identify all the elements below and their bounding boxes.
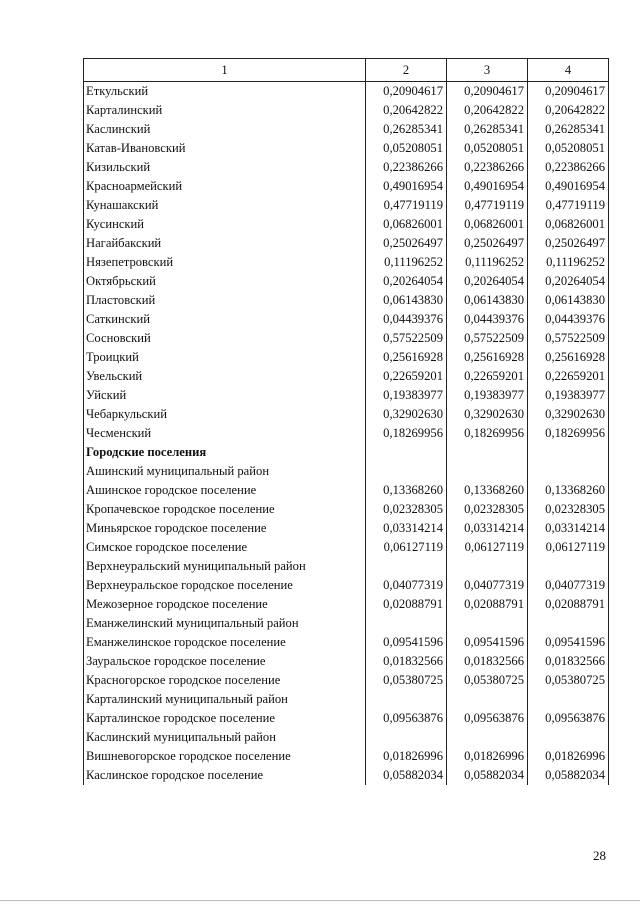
value-cell: 0,01826996 (366, 747, 447, 766)
value-cell (366, 614, 447, 633)
row-label: Еманжелинский муниципальный район (84, 614, 366, 633)
value-cell (528, 462, 609, 481)
row-label: Ашинское городское поселение (84, 481, 366, 500)
value-cell: 0,02088791 (447, 595, 528, 614)
row-label: Чебаркульский (84, 405, 366, 424)
value-cell: 0,05208051 (528, 139, 609, 158)
table-row (84, 481, 609, 500)
value-cell: 0,18269956 (366, 424, 447, 443)
value-cell: 0,04077319 (528, 576, 609, 595)
row-label: Каслинский муниципальный район (84, 728, 366, 747)
table-row (84, 633, 609, 652)
row-label: Вишневогорское городское поселение (84, 747, 366, 766)
table-row (84, 538, 609, 557)
column-header: 4 (528, 59, 609, 82)
value-cell: 0,18269956 (528, 424, 609, 443)
table-row (84, 272, 609, 291)
value-cell: 0,22659201 (447, 367, 528, 386)
table-row (84, 747, 609, 766)
value-cell (366, 557, 447, 576)
value-cell: 0,01832566 (528, 652, 609, 671)
value-cell: 0,57522509 (447, 329, 528, 348)
value-cell: 0,02328305 (366, 500, 447, 519)
value-cell (528, 614, 609, 633)
row-label: Кунашакский (84, 196, 366, 215)
row-label: Нязепетровский (84, 253, 366, 272)
value-cell: 0,05380725 (366, 671, 447, 690)
value-cell: 0,25616928 (447, 348, 528, 367)
row-label: Троицкий (84, 348, 366, 367)
value-cell: 0,06826001 (447, 215, 528, 234)
value-cell: 0,05380725 (447, 671, 528, 690)
value-cell: 0,01832566 (366, 652, 447, 671)
table-body (84, 82, 609, 786)
value-cell: 0,05882034 (447, 766, 528, 785)
value-cell: 0,22659201 (528, 367, 609, 386)
table-row (84, 386, 609, 405)
value-cell: 0,57522509 (366, 329, 447, 348)
value-cell: 0,02088791 (528, 595, 609, 614)
value-cell: 0,20642822 (447, 101, 528, 120)
row-label: Уйский (84, 386, 366, 405)
table-row (84, 215, 609, 234)
table-row (84, 709, 609, 728)
value-cell: 0,26285341 (528, 120, 609, 139)
table-row (84, 348, 609, 367)
row-label: Увельский (84, 367, 366, 386)
table-row (84, 500, 609, 519)
value-cell: 0,49016954 (528, 177, 609, 196)
value-cell: 0,06143830 (366, 291, 447, 310)
value-cell: 0,06143830 (447, 291, 528, 310)
row-label: Карталинский (84, 101, 366, 120)
value-cell: 0,05882034 (366, 766, 447, 785)
value-cell (366, 462, 447, 481)
value-cell (447, 690, 528, 709)
row-label: Карталинский муниципальный район (84, 690, 366, 709)
value-cell: 0,02088791 (366, 595, 447, 614)
table-row (84, 291, 609, 310)
row-label: Еманжелинское городское поселение (84, 633, 366, 652)
value-cell: 0,25616928 (366, 348, 447, 367)
row-label: Кизильский (84, 158, 366, 177)
table-row (84, 576, 609, 595)
row-label: Октябрьский (84, 272, 366, 291)
value-cell: 0,03314214 (528, 519, 609, 538)
value-cell: 0,32902630 (528, 405, 609, 424)
table-row (84, 462, 609, 481)
table-row (84, 177, 609, 196)
value-cell: 0,25026497 (447, 234, 528, 253)
value-cell: 0,06127119 (366, 538, 447, 557)
row-label: Межозерное городское поселение (84, 595, 366, 614)
value-cell (447, 557, 528, 576)
value-cell: 0,20264054 (366, 272, 447, 291)
value-cell: 0,01826996 (528, 747, 609, 766)
value-cell (447, 728, 528, 747)
value-cell: 0,04439376 (447, 310, 528, 329)
row-label: Верхнеуральское городское поселение (84, 576, 366, 595)
column-header: 1 (84, 59, 366, 82)
value-cell: 0,32902630 (447, 405, 528, 424)
value-cell: 0,11196252 (366, 253, 447, 272)
row-label: Верхнеуральский муниципальный район (84, 557, 366, 576)
row-label: Сосновский (84, 329, 366, 348)
table-row (84, 329, 609, 348)
page-number: 28 (593, 848, 606, 863)
value-cell: 0,05208051 (366, 139, 447, 158)
row-label: Зауральское городское поселение (84, 652, 366, 671)
table-row (84, 367, 609, 386)
table-row (84, 158, 609, 177)
row-label: Карталинское городское поселение (84, 709, 366, 728)
value-cell: 0,20264054 (528, 272, 609, 291)
table-header-row (84, 59, 609, 82)
value-cell: 0,03314214 (366, 519, 447, 538)
column-header: 2 (366, 59, 447, 82)
value-cell: 0,47719119 (366, 196, 447, 215)
row-label: Кропачевское городское поселение (84, 500, 366, 519)
value-cell (447, 443, 528, 462)
row-label: Красноармейский (84, 177, 366, 196)
value-cell: 0,47719119 (447, 196, 528, 215)
value-cell: 0,09541596 (447, 633, 528, 652)
value-cell: 0,09563876 (447, 709, 528, 728)
row-label: Нагайбакский (84, 234, 366, 253)
table-row (84, 595, 609, 614)
table-row (84, 101, 609, 120)
value-cell (366, 443, 447, 462)
value-cell: 0,09563876 (366, 709, 447, 728)
value-cell: 0,06143830 (528, 291, 609, 310)
value-cell: 0,01832566 (447, 652, 528, 671)
value-cell: 0,09541596 (528, 633, 609, 652)
value-cell: 0,06127119 (528, 538, 609, 557)
value-cell (366, 690, 447, 709)
table-row (84, 253, 609, 272)
page-edge-divider (0, 900, 640, 901)
row-label: Еткульский (84, 82, 366, 102)
value-cell: 0,04439376 (366, 310, 447, 329)
value-cell: 0,22386266 (447, 158, 528, 177)
value-cell: 0,47719119 (528, 196, 609, 215)
value-cell (366, 728, 447, 747)
value-cell: 0,20642822 (528, 101, 609, 120)
value-cell (447, 462, 528, 481)
value-cell: 0,25026497 (528, 234, 609, 253)
table-row (84, 424, 609, 443)
value-cell (528, 690, 609, 709)
row-label: Пластовский (84, 291, 366, 310)
value-cell: 0,26285341 (447, 120, 528, 139)
value-cell: 0,20642822 (366, 101, 447, 120)
value-cell: 0,25026497 (366, 234, 447, 253)
value-cell: 0,13368260 (447, 481, 528, 500)
value-cell: 0,22659201 (366, 367, 447, 386)
row-label: Кусинский (84, 215, 366, 234)
row-label: Катав-Ивановский (84, 139, 366, 158)
table-row (84, 766, 609, 785)
row-label: Городские поселения (84, 443, 366, 462)
table-row (84, 82, 609, 102)
value-cell: 0,02328305 (447, 500, 528, 519)
table-row (84, 652, 609, 671)
value-cell: 0,04077319 (447, 576, 528, 595)
value-cell: 0,11196252 (447, 253, 528, 272)
value-cell: 0,20904617 (447, 82, 528, 102)
value-cell: 0,13368260 (366, 481, 447, 500)
row-label: Красногорское городское поселение (84, 671, 366, 690)
value-cell: 0,02328305 (528, 500, 609, 519)
table-row (84, 671, 609, 690)
table-row (84, 310, 609, 329)
value-cell: 0,06826001 (366, 215, 447, 234)
value-cell: 0,09563876 (528, 709, 609, 728)
value-cell: 0,32902630 (366, 405, 447, 424)
value-cell: 0,19383977 (528, 386, 609, 405)
value-cell: 0,04077319 (366, 576, 447, 595)
row-label: Каслинское городское поселение (84, 766, 366, 785)
value-cell: 0,05208051 (447, 139, 528, 158)
table-row (84, 614, 609, 633)
value-cell: 0,05380725 (528, 671, 609, 690)
value-cell: 0,49016954 (366, 177, 447, 196)
value-cell: 0,06826001 (528, 215, 609, 234)
value-cell: 0,13368260 (528, 481, 609, 500)
row-label: Саткинский (84, 310, 366, 329)
value-cell: 0,25616928 (528, 348, 609, 367)
table-row (84, 443, 609, 462)
row-label: Каслинский (84, 120, 366, 139)
row-label: Чесменский (84, 424, 366, 443)
row-label: Миньярское городское поселение (84, 519, 366, 538)
row-label: Ашинский муниципальный район (84, 462, 366, 481)
value-cell: 0,20904617 (366, 82, 447, 102)
value-cell: 0,22386266 (366, 158, 447, 177)
value-cell: 0,18269956 (447, 424, 528, 443)
value-cell: 0,57522509 (528, 329, 609, 348)
value-cell: 0,49016954 (447, 177, 528, 196)
value-cell: 0,20264054 (447, 272, 528, 291)
value-cell (528, 443, 609, 462)
value-cell: 0,11196252 (528, 253, 609, 272)
value-cell: 0,04439376 (528, 310, 609, 329)
data-table (83, 58, 609, 785)
value-cell: 0,20904617 (528, 82, 609, 102)
value-cell: 0,03314214 (447, 519, 528, 538)
value-cell: 0,19383977 (366, 386, 447, 405)
value-cell: 0,22386266 (528, 158, 609, 177)
value-cell (528, 728, 609, 747)
value-cell (447, 614, 528, 633)
row-label: Симское городское поселение (84, 538, 366, 557)
table-row (84, 405, 609, 424)
table-row (84, 728, 609, 747)
table-row (84, 557, 609, 576)
value-cell: 0,09541596 (366, 633, 447, 652)
table-row (84, 139, 609, 158)
value-cell: 0,26285341 (366, 120, 447, 139)
value-cell: 0,01826996 (447, 747, 528, 766)
value-cell: 0,19383977 (447, 386, 528, 405)
table-row (84, 519, 609, 538)
table-row (84, 234, 609, 253)
column-header: 3 (447, 59, 528, 82)
value-cell: 0,06127119 (447, 538, 528, 557)
table-row (84, 196, 609, 215)
table-row (84, 690, 609, 709)
value-cell: 0,05882034 (528, 766, 609, 785)
table-row (84, 120, 609, 139)
value-cell (528, 557, 609, 576)
